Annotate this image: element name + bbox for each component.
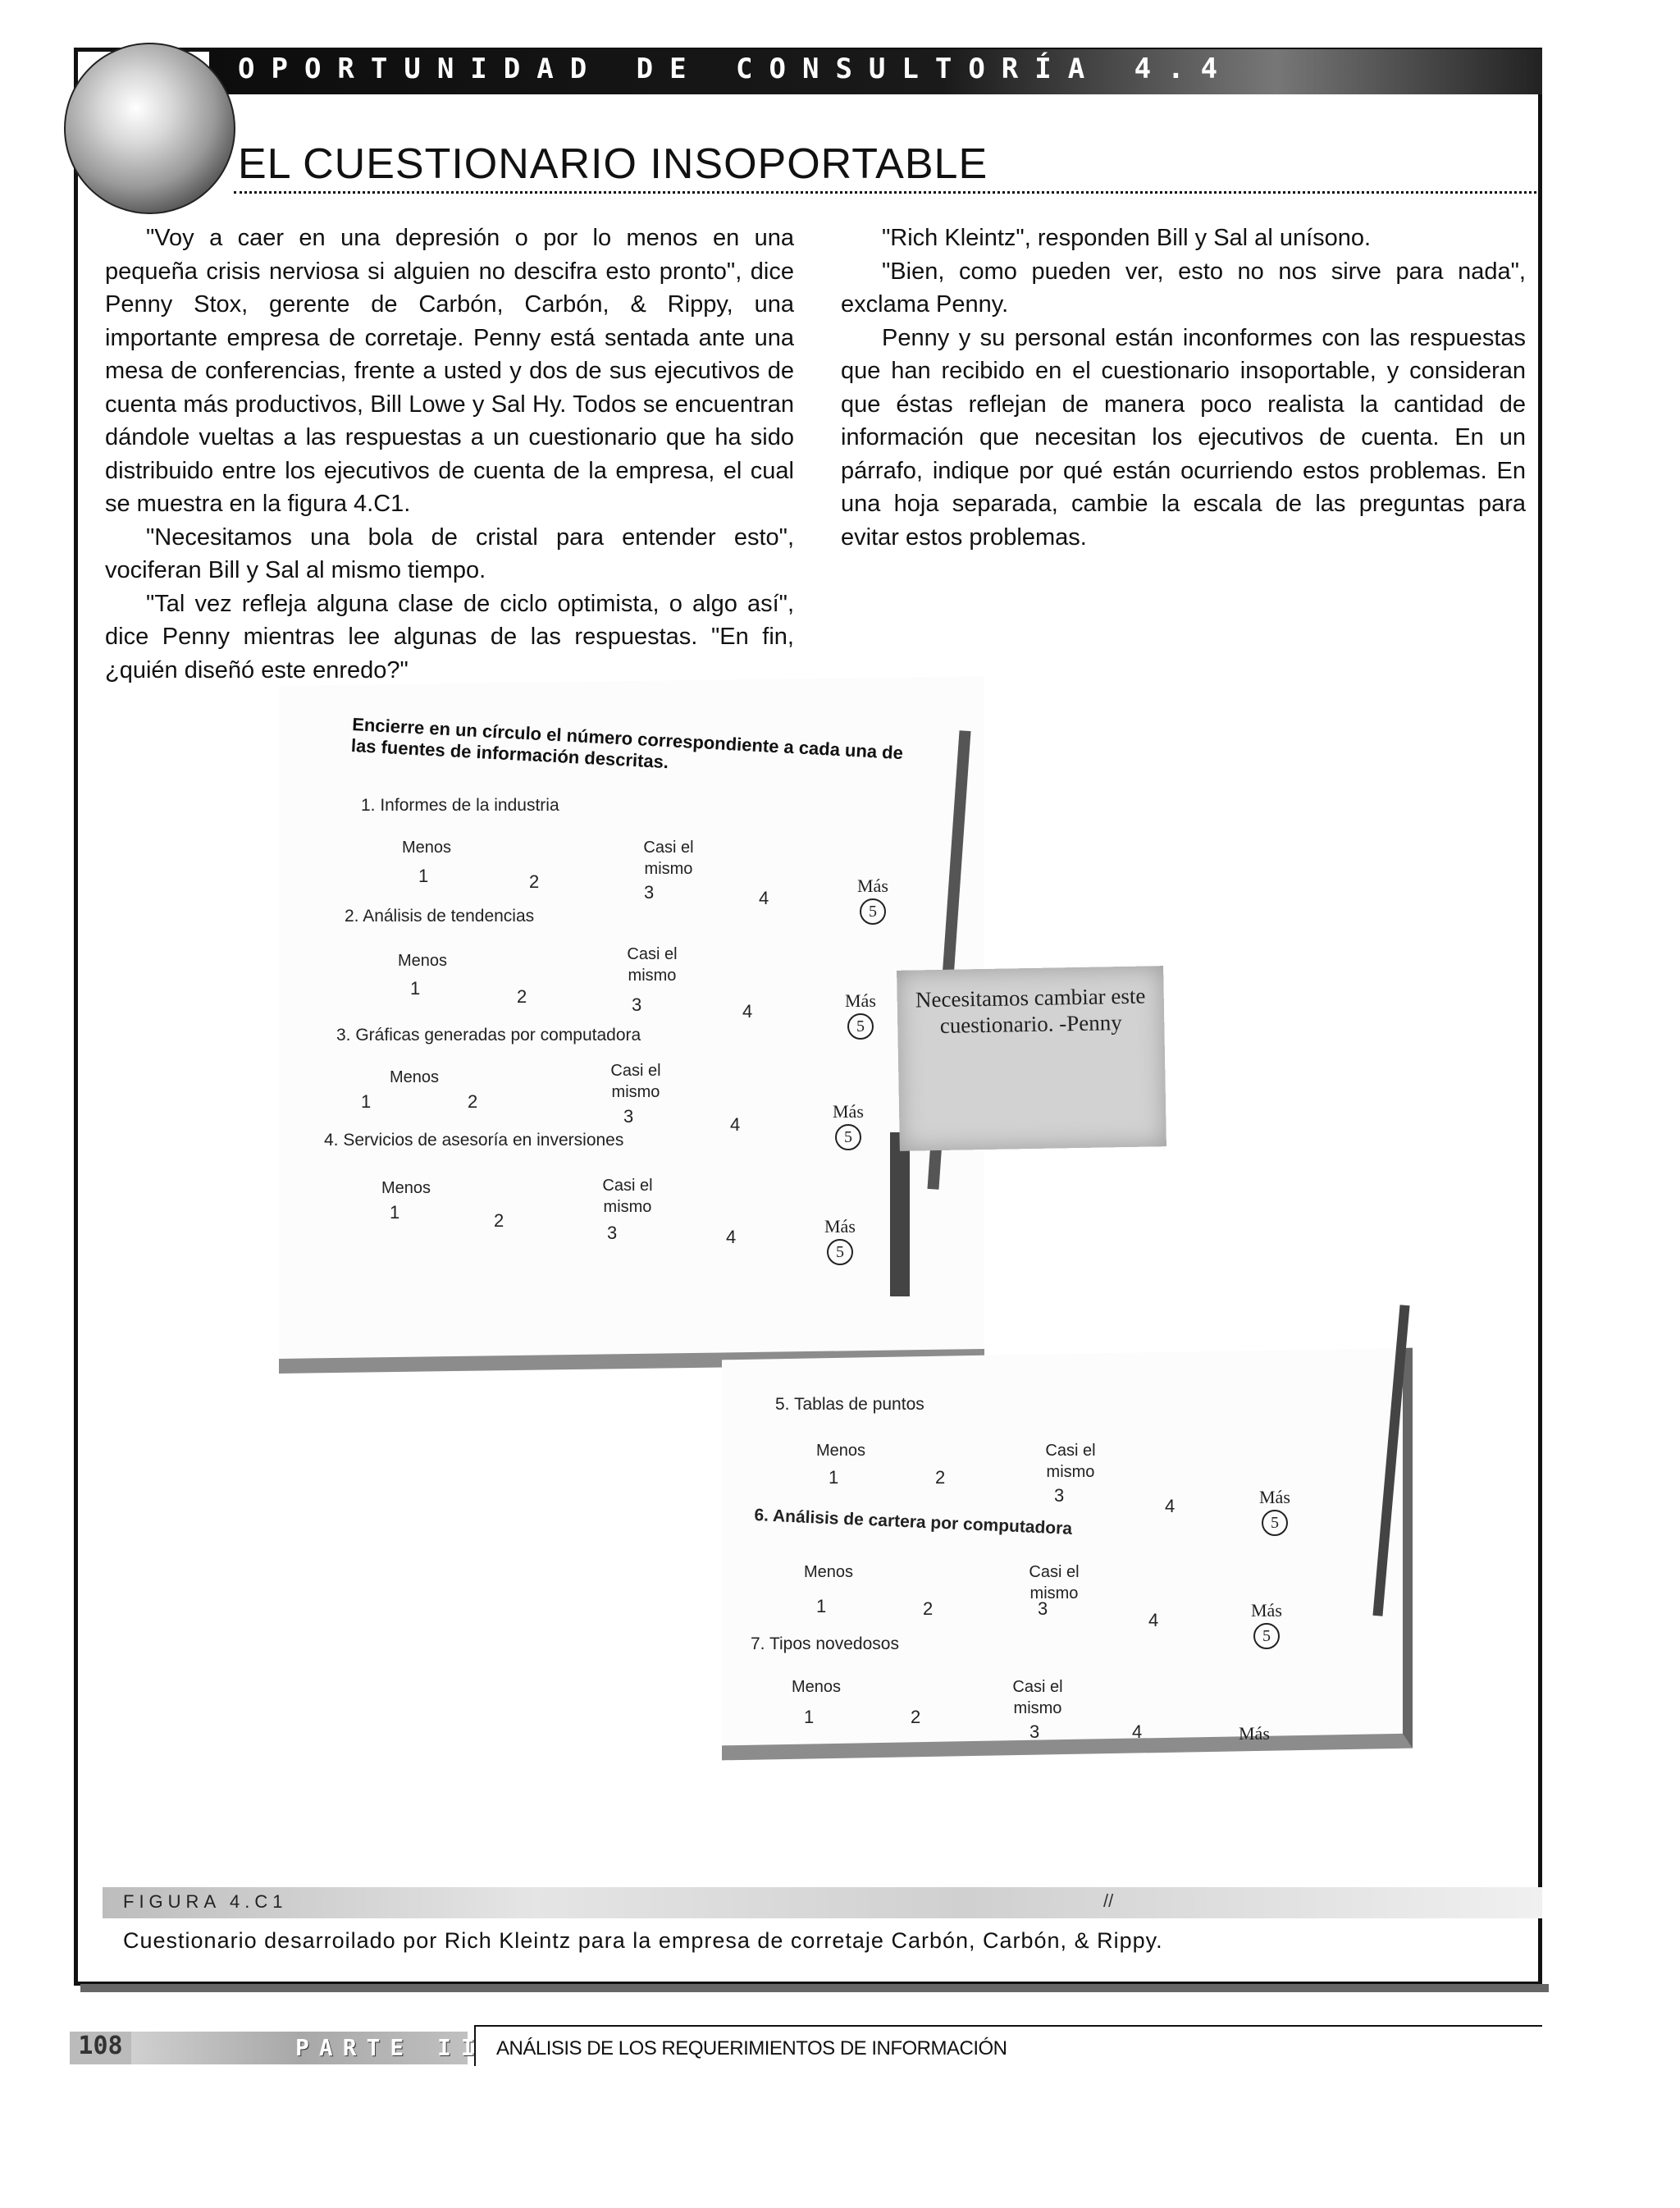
frame-shadow [80, 1984, 1549, 1992]
paragraph: "Tal vez refleja alguna clase de ciclo optimista, o algo así", dice Penny mientras lee algunas de las respuestas. "En fin, ¿quién diseñó este enredo?" [105, 590, 794, 683]
scale-number: 1 [410, 978, 421, 999]
scale-number: 1 [390, 1202, 400, 1223]
circled-answer: 5 [835, 1124, 861, 1150]
title-rule [234, 191, 1542, 194]
scale-number: 4 [1148, 1610, 1159, 1630]
scale-number: 3 [1054, 1485, 1065, 1506]
scale-more-label: Más 5 [857, 874, 888, 925]
scale-number: 4 [726, 1227, 737, 1247]
scale-number: 2 [517, 986, 527, 1007]
scale-number: 1 [816, 1596, 827, 1616]
scale-same-label: Casi el mismo [627, 945, 678, 985]
question-label: 2. Análisis de tendencias [345, 907, 535, 926]
circled-answer: 5 [1253, 1623, 1280, 1649]
scale-number: 1 [804, 1707, 815, 1727]
scale-number: 2 [468, 1091, 478, 1112]
scale-same-label: Casi el mismo [1029, 1563, 1080, 1602]
scale-number: 2 [911, 1707, 921, 1727]
scale-same-label: Casi el mismo [610, 1062, 661, 1101]
paragraph: "Bien, como pueden ver, esto no nos sirve para nada", exclama Penny. [841, 258, 1526, 318]
question-label: 5. Tablas de puntos [775, 1395, 924, 1414]
case-title: EL CUESTIONARIO INSOPORTABLE [238, 140, 988, 188]
section-header: OPORTUNIDAD DE CONSULTORÍA 4.4 [238, 53, 1235, 85]
figure-caption: Cuestionario desarroilado por Rich Kleintz para la empresa de corretaje Carbón, Carbón, & Rippy. [123, 1928, 1163, 1953]
scale-number: 2 [494, 1210, 504, 1231]
footer-title: ANÁLISIS DE LOS REQUERIMIENTOS DE INFORMACIÓN [496, 2037, 1007, 2059]
scale-same-label: Casi el mismo [1012, 1678, 1063, 1717]
figure-caption-bar [103, 1887, 1542, 1918]
scale-more-label: Más 5 [824, 1214, 856, 1265]
scale-number: 4 [759, 888, 769, 908]
scale-less-label: Menos [390, 1068, 440, 1086]
sheet-edge-shadow [890, 1132, 910, 1296]
question-label: 6. Análisis de cartera por computadora [753, 1506, 1073, 1538]
scale-less-label: Menos [792, 1678, 842, 1696]
question-label: 4. Servicios de asesoría en inversiones [324, 1131, 624, 1150]
scale-number: 4 [730, 1114, 741, 1135]
question-label: 3. Gráficas generadas por computadora [336, 1026, 641, 1045]
scale-number: 2 [923, 1598, 934, 1619]
circled-answer: 5 [827, 1239, 853, 1265]
footer-part: PARTE II [295, 2034, 485, 2061]
scale-more-label: Más 5 [833, 1099, 864, 1150]
questionnaire-figure [279, 681, 1403, 1748]
scale-number: 1 [361, 1091, 372, 1112]
scale-more-label: Más 5 [1259, 1485, 1290, 1536]
scale-number: 3 [632, 994, 642, 1015]
circled-answer: 5 [1262, 1510, 1288, 1536]
body-right-column [841, 222, 1526, 554]
sticky-note [897, 966, 1166, 1151]
scale-number: 1 [829, 1467, 839, 1488]
page-number: 108 [70, 2032, 131, 2064]
question-label: 7. Tipos novedosos [751, 1634, 899, 1653]
scale-same-label: Casi el mismo [643, 839, 694, 878]
body-left-column [105, 222, 794, 687]
paragraph: Penny y su personal están inconformes con las respuestas que han recibido en el cuestionario insoportable, y consideran que éstas reflejan de manera poco realista la cantidad de información que necesitan los ejecutivos de cuenta. En un párrafo, indique por qué están ocurriendo estos problemas. En una hoja separada, cambie la escala de las preguntas para evitar estos problemas. [841, 324, 1526, 551]
scale-number: 3 [644, 882, 655, 903]
crack-ornament-icon: // [1103, 1890, 1114, 1911]
scale-more-label: Más [1239, 1723, 1270, 1744]
scale-number: 4 [742, 1001, 753, 1022]
paragraph: "Rich Kleintz", responden Bill y Sal al unísono. [882, 225, 1372, 251]
scale-more-label: Más 5 [1251, 1598, 1282, 1649]
scale-more-label: Más 5 [845, 989, 876, 1040]
scale-same-label: Casi el mismo [1045, 1442, 1096, 1481]
scale-less-label: Menos [402, 839, 452, 857]
scale-number: 3 [607, 1223, 618, 1243]
scale-number: 2 [529, 871, 540, 892]
scale-number: 3 [1038, 1598, 1048, 1619]
scale-less-label: Menos [381, 1179, 431, 1197]
scale-less-label: Menos [398, 952, 448, 970]
scale-number: 2 [935, 1467, 946, 1488]
scale-number: 4 [1132, 1721, 1143, 1742]
circled-answer: 5 [847, 1013, 874, 1040]
scale-less-label: Menos [804, 1563, 854, 1581]
scale-less-label: Menos [816, 1442, 866, 1460]
scale-number: 1 [418, 866, 429, 886]
circled-answer: 5 [860, 898, 886, 925]
question-label: 1. Informes de la industria [361, 796, 559, 815]
paragraph: "Voy a caer en una depresión o por lo menos en una pequeña crisis nerviosa si alguien no descifra esto pronto", dice Penny Stox, gerente de Carbón, Carbón, & Rippy, una importante empresa de corretaje. Penny está sentada ante una mesa de conferencias, frente a usted y dos de sus ejecutivos de cuenta más productivos, Bill Lowe y Sal Hy. Todos se encuentran dándole vueltas a las respuestas a un cuestionario que ha sido distribuido entre los ejecutivos de cuenta de la empresa, el cual se muestra en la figura 4.C1. [105, 225, 794, 517]
questionnaire-instructions: Encierre en un círculo el número correspondiente a cada una de las fuentes de información descritas. [350, 714, 904, 773]
figure-label: FIGURA 4.C1 [123, 1891, 288, 1912]
scale-same-label: Casi el mismo [602, 1177, 653, 1216]
decorative-sphere-icon [64, 43, 235, 214]
scale-number: 4 [1165, 1496, 1176, 1516]
scale-number: 3 [623, 1106, 634, 1127]
sticky-note-text: Necesitamos cambiar este cuestionario. -Penny [915, 983, 1146, 1038]
scale-number: 3 [1029, 1721, 1040, 1742]
footer-rule [476, 2025, 1542, 2027]
paragraph: "Necesitamos una bola de cristal para entender esto", vociferan Bill y Sal al mismo tiempo. [105, 523, 794, 583]
